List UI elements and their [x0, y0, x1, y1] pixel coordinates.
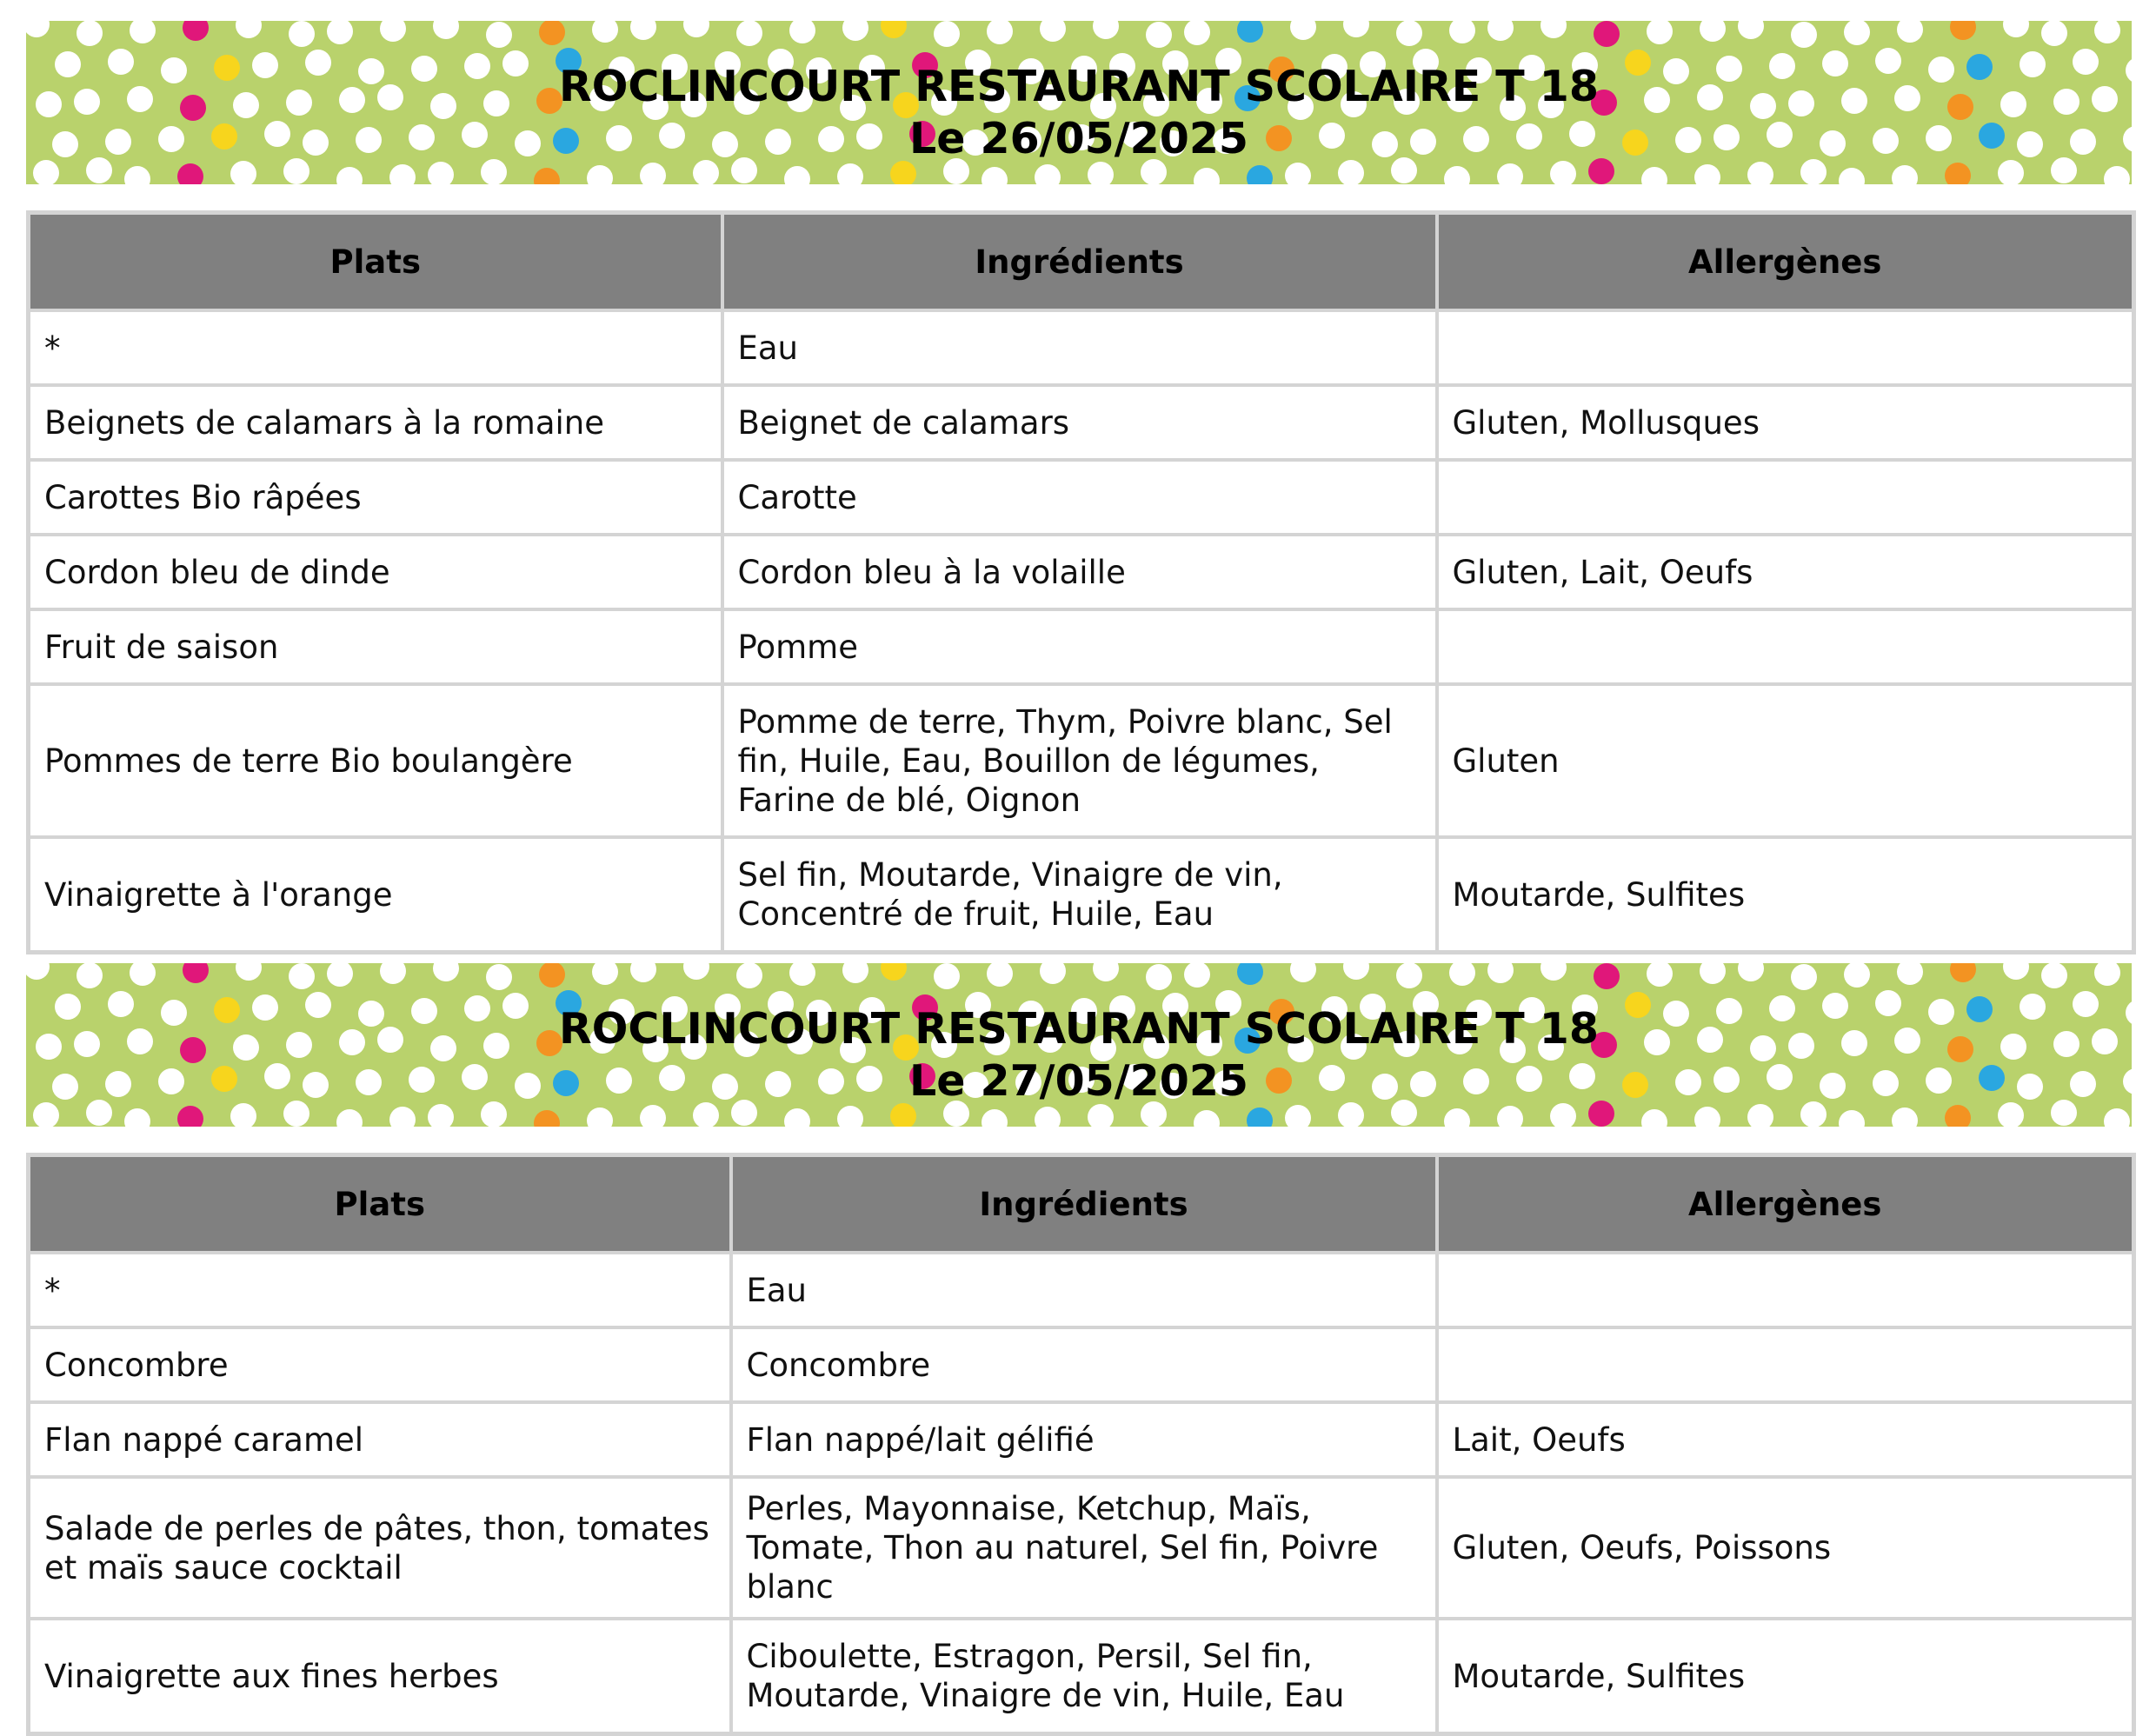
banner-heading	[26, 61, 2132, 165]
white-dot	[982, 1109, 1008, 1127]
white-dot	[2104, 1108, 2130, 1127]
cell-ingredients: Carotte	[722, 460, 1437, 535]
white-dot	[784, 166, 810, 184]
white-dot	[640, 163, 666, 184]
cell-ingredients: Sel fin, Moutarde, Vinaigre de vin, Concentré de fruit, Huile, Eau	[722, 837, 1437, 953]
colored-dot	[1594, 963, 1620, 989]
white-dot	[433, 21, 459, 39]
white-dot	[789, 21, 815, 43]
white-dot	[1343, 21, 1369, 37]
colored-dot	[177, 1106, 203, 1127]
column-header-ingredients: Ingrédients	[722, 213, 1437, 311]
cell-allergenes	[1437, 1327, 2134, 1402]
white-dot	[1892, 165, 1918, 184]
white-dot	[1343, 963, 1369, 980]
white-dot	[77, 963, 103, 988]
colored-dot	[1237, 21, 1263, 43]
cell-plat: *	[29, 1253, 731, 1327]
white-dot	[1694, 1107, 1720, 1127]
column-header-plats: Plats	[29, 1155, 731, 1254]
white-dot	[1194, 168, 1220, 184]
table-row	[29, 609, 2134, 684]
white-dot	[587, 165, 613, 184]
column-header-allergenes: Allergènes	[1437, 1155, 2134, 1254]
cell-plat: Carottes Bio râpées	[29, 460, 722, 535]
white-dot	[1497, 163, 1523, 184]
table-row	[29, 1402, 2134, 1477]
white-dot	[1444, 1108, 1470, 1127]
cell-plat: Concombre	[29, 1327, 731, 1402]
white-dot	[1444, 166, 1470, 184]
white-dot	[1897, 963, 1923, 985]
white-dot	[1146, 22, 1172, 48]
cell-ingredients: Ciboulette, Estragon, Persil, Sel fin, Moutarde, Vinaigre de vin, Huile, Eau	[731, 1619, 1437, 1734]
menu-table	[26, 1153, 2136, 1736]
white-dot	[640, 1105, 666, 1127]
white-dot	[1540, 21, 1567, 38]
table-row	[29, 460, 2134, 535]
white-dot	[1839, 168, 1865, 184]
white-dot	[1035, 1107, 1061, 1127]
white-dot	[327, 21, 353, 44]
colored-dot	[539, 21, 565, 45]
white-dot	[389, 164, 416, 184]
cell-allergenes	[1437, 609, 2134, 684]
table-row	[29, 535, 2134, 609]
white-dot	[683, 21, 709, 37]
white-dot	[1396, 21, 1422, 46]
white-dot	[336, 1109, 363, 1127]
white-dot	[1396, 963, 1422, 988]
colored-dot	[1247, 165, 1273, 184]
white-dot	[1540, 963, 1567, 981]
column-header-plats: Plats	[29, 213, 722, 311]
white-dot	[987, 21, 1013, 44]
white-dot	[77, 21, 103, 46]
white-dot	[327, 963, 353, 987]
cell-allergenes	[1437, 310, 2134, 385]
white-dot	[26, 963, 50, 980]
white-dot	[289, 963, 315, 989]
cell-ingredients: Flan nappé/lait gélifié	[731, 1402, 1437, 1477]
white-dot	[789, 963, 815, 986]
cell-allergenes: Gluten, Lait, Oeufs	[1437, 535, 2134, 609]
cell-ingredients: Beignet de calamars	[722, 385, 1437, 460]
white-dot	[336, 167, 363, 184]
banner-heading	[26, 1003, 2132, 1107]
cell-allergenes: Gluten, Mollusques	[1437, 385, 2134, 460]
cell-ingredients: Eau	[731, 1253, 1437, 1327]
white-dot	[1184, 963, 1210, 988]
white-dot	[1194, 1110, 1220, 1127]
table-row	[29, 1619, 2134, 1734]
white-dot	[130, 21, 156, 43]
white-dot	[683, 963, 709, 980]
colored-dot	[1945, 163, 1971, 184]
cell-plat: *	[29, 310, 722, 385]
cell-plat: Flan nappé caramel	[29, 1402, 731, 1477]
white-dot	[1035, 164, 1061, 184]
colored-dot	[534, 1110, 560, 1127]
cell-plat: Vinaigrette à l'orange	[29, 837, 722, 953]
white-dot	[1497, 1106, 1523, 1127]
white-dot	[1641, 1109, 1667, 1127]
banner	[26, 21, 2132, 184]
white-dot	[26, 21, 50, 37]
white-dot	[1844, 963, 1870, 988]
white-dot	[837, 1106, 863, 1127]
white-dot	[1093, 21, 1119, 39]
column-header-allergenes: Allergènes	[1437, 213, 2134, 311]
white-dot	[124, 166, 150, 184]
day-section-1	[26, 21, 2132, 933]
colored-dot	[1945, 1105, 1971, 1127]
white-dot	[1641, 167, 1667, 184]
white-dot	[389, 1107, 416, 1127]
white-dot	[380, 21, 406, 42]
colored-dot	[1594, 21, 1620, 47]
white-dot	[2041, 963, 2067, 988]
cell-plat: Salade de perles de pâtes, thon, tomates et maïs sauce cocktail	[29, 1477, 731, 1619]
white-dot	[1093, 963, 1119, 981]
cell-allergenes	[1437, 460, 2134, 535]
white-dot	[1892, 1107, 1918, 1127]
white-dot	[2104, 166, 2130, 184]
white-dot	[1290, 21, 1316, 40]
table-row	[29, 385, 2134, 460]
colored-dot	[534, 168, 560, 184]
colored-dot	[1950, 963, 1976, 982]
white-dot	[630, 21, 656, 40]
table-row	[29, 310, 2134, 385]
white-dot	[837, 163, 863, 184]
white-dot	[592, 963, 618, 985]
white-dot	[1487, 963, 1514, 983]
cell-allergenes: Gluten	[1437, 684, 2134, 837]
white-dot	[1040, 963, 1066, 984]
colored-dot	[1247, 1107, 1273, 1127]
colored-dot	[183, 21, 209, 41]
restaurant-title: ROCLINCOURT RESTAURANT SCOLAIRE T 18	[559, 62, 1599, 111]
banner	[26, 963, 2132, 1127]
table-row	[29, 1253, 2134, 1327]
cell-ingredients: Pomme	[722, 609, 1437, 684]
cell-ingredients: Cordon bleu à la volaille	[722, 535, 1437, 609]
white-dot	[1285, 1105, 1311, 1127]
white-dot	[380, 963, 406, 984]
white-dot	[124, 1108, 150, 1127]
colored-dot	[881, 21, 907, 38]
day-section-2	[26, 963, 2132, 1714]
white-dot	[1839, 1110, 1865, 1127]
white-dot	[587, 1107, 613, 1127]
table-row	[29, 684, 2134, 837]
cell-allergenes: Gluten, Oeufs, Poissons	[1437, 1477, 2134, 1619]
table-header-row	[29, 213, 2134, 311]
white-dot	[630, 963, 656, 982]
cell-plat: Pommes de terre Bio boulangère	[29, 684, 722, 837]
white-dot	[987, 963, 1013, 987]
white-dot	[2041, 21, 2067, 46]
cell-allergenes: Lait, Oeufs	[1437, 1402, 2134, 1477]
restaurant-title: ROCLINCOURT RESTAURANT SCOLAIRE T 18	[559, 1004, 1599, 1054]
white-dot	[130, 963, 156, 986]
cell-plat: Beignets de calamars à la romaine	[29, 385, 722, 460]
white-dot	[236, 963, 262, 981]
white-dot	[2003, 21, 2029, 37]
white-dot	[1290, 963, 1316, 982]
menu-date: Le 27/05/2025	[908, 1056, 1249, 1106]
menu-date: Le 26/05/2025	[908, 114, 1249, 163]
colored-dot	[177, 163, 203, 184]
white-dot	[2094, 21, 2120, 43]
cell-plat: Vinaigrette aux fines herbes	[29, 1619, 731, 1734]
white-dot	[236, 21, 262, 38]
white-dot	[1040, 21, 1066, 42]
white-dot	[486, 964, 512, 990]
menu-table	[26, 210, 2136, 954]
colored-dot	[183, 963, 209, 983]
white-dot	[1449, 963, 1475, 986]
white-dot	[1897, 21, 1923, 43]
white-dot	[1844, 21, 1870, 45]
cell-ingredients: Concombre	[731, 1327, 1437, 1402]
white-dot	[1285, 163, 1311, 184]
white-dot	[2003, 963, 2029, 980]
white-dot	[486, 22, 512, 48]
cell-ingredients: Eau	[722, 310, 1437, 385]
cell-ingredients: Perles, Mayonnaise, Ketchup, Maïs, Tomate, Thon au naturel, Sel fin, Poivre blanc	[731, 1477, 1437, 1619]
white-dot	[2094, 963, 2120, 986]
cell-allergenes: Moutarde, Sulfites	[1437, 837, 2134, 953]
white-dot	[982, 167, 1008, 184]
white-dot	[736, 21, 762, 46]
cell-ingredients: Pomme de terre, Thym, Poivre blanc, Sel fin, Huile, Eau, Bouillon de légumes, Farine de blé, Oignon	[722, 684, 1437, 837]
column-header-ingredients: Ingrédients	[731, 1155, 1437, 1254]
white-dot	[736, 963, 762, 988]
white-dot	[1449, 21, 1475, 43]
white-dot	[1791, 22, 1817, 48]
white-dot	[784, 1108, 810, 1127]
white-dot	[289, 21, 315, 47]
white-dot	[1647, 21, 1673, 44]
white-dot	[1738, 963, 1764, 981]
white-dot	[1738, 21, 1764, 39]
cell-allergenes	[1437, 1253, 2134, 1327]
white-dot	[1791, 964, 1817, 990]
colored-dot	[539, 963, 565, 988]
colored-dot	[881, 963, 907, 981]
white-dot	[934, 21, 960, 47]
table-row	[29, 1327, 2134, 1402]
table-row	[29, 837, 2134, 953]
cell-allergenes: Moutarde, Sulfites	[1437, 1619, 2134, 1734]
white-dot	[1146, 964, 1172, 990]
white-dot	[1647, 963, 1673, 987]
white-dot	[433, 963, 459, 981]
white-dot	[1700, 963, 1726, 984]
white-dot	[842, 21, 868, 41]
cell-plat: Cordon bleu de dinde	[29, 535, 722, 609]
white-dot	[1694, 164, 1720, 184]
white-dot	[1487, 21, 1514, 41]
colored-dot	[1237, 963, 1263, 985]
white-dot	[934, 963, 960, 989]
white-dot	[1700, 21, 1726, 42]
colored-dot	[1950, 21, 1976, 40]
table-row	[29, 1477, 2134, 1619]
cell-plat: Fruit de saison	[29, 609, 722, 684]
table-header-row	[29, 1155, 2134, 1254]
white-dot	[592, 21, 618, 43]
white-dot	[842, 963, 868, 983]
white-dot	[1184, 21, 1210, 45]
